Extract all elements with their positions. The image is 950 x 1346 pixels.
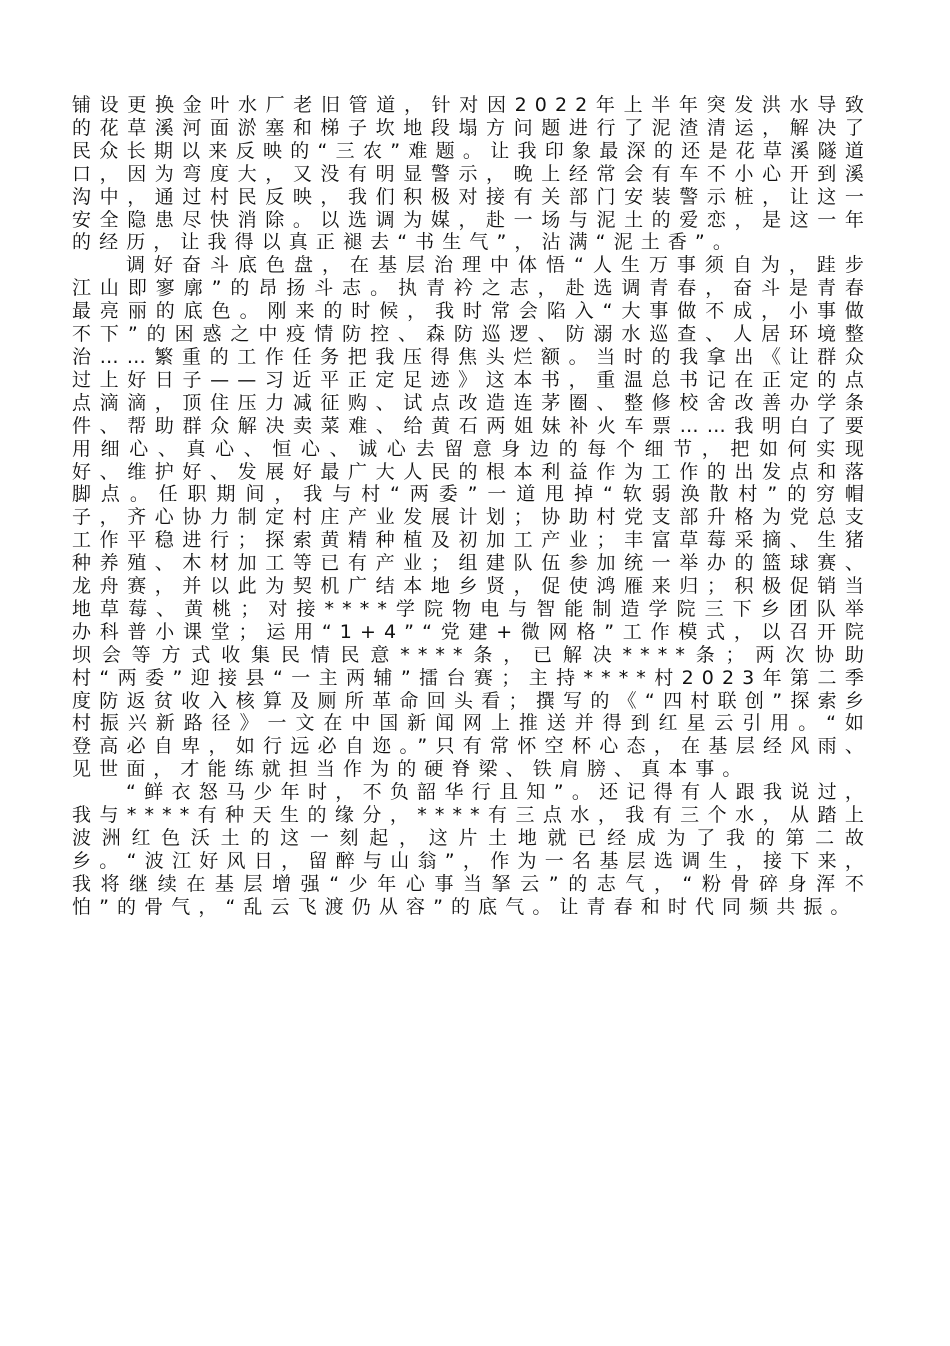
paragraph-1: 铺设更换金叶水厂老旧管道，针对因2022年上半年突发洪水导致的花草溪河面淤塞和梯子坎地段塌方问题进行了泥渣清运，解决了民众长期以来反映的“三农”难题。让我印象最深的还是花草溪隧道口，因为弯度大，又没有明显警示，晚上经常会有车不小心开到溪沟中，通过村民反映，我们积极对接有关部门安装警示桩，让这一安全隐患尽快消除。以选调为媒，赴一场与泥土的爱恋，是这一年的经历，让我得以真正褪去“书生气”，沾满“泥土香”。: [72, 94, 872, 254]
paragraph-2: 调好奋斗底色盘，在基层治理中体悟“人生万事须自为，跬步江山即寥廓”的昂扬斗志。执青衿之志，赴选调青春，奋斗是青春最亮丽的底色。刚来的时候，我时常会陷入“大事做不成，小事做不下”的困惑之中疫情防控、森防巡逻、防溺水巡查、人居环境整治……繁重的工作任务把我压得焦头烂额。当时的我拿出《让群众过上好日子——习近平正定足迹》这本书，重温总书记在正定的点点滴滴，顶住压力减征购、试点改造连茅圈、整修校舍改善办学条件、帮助群众解决卖菜难、给黄石两姐妹补火车票……我明白了要用细心、真心、恒心、诚心去留意身边的每个细节，把如何实现好、维护好、发展好最广大人民的根本利益作为工作的出发点和落脚点。任职期间，我与村“两委”一道甩掉“软弱涣散村”的穷帽子，齐心协力制定村庄产业发展计划；协助村党支部升格为党总支工作平稳进行；探索黄精种植及初加工产业；丰富草莓采摘、生猪种养殖、木材加工等已有产业；组建队伍参加统一举办的篮球赛、龙舟赛，并以此为契机广结本地乡贤，促使鸿雁来归；积极促销当地草莓、黄桃；对接****学院物电与智能制造学院三下乡团队举办科普小课堂；运用“1+4”“党建+微网格”工作模式，以召开院坝会等方式收集民情民意****条，已解决****条；两次协助村“两委”迎接县“一主两辅”擂台赛；主持****村2023年第二季度防返贫收入核算及厕所革命回头看；撰写的《“四村联创”探索乡村振兴新路径》一文在中国新闻网上推送并得到红星云引用。“如登高必自卑，如行远必自迩。”只有常怀空杯心态，在基层经风雨、见世面，才能练就担当作为的硬脊梁、铁肩膀、真本事。: [72, 254, 872, 781]
document-body: [72, 94, 872, 919]
paragraph-3: “鲜衣怒马少年时，不负韶华行且知”。还记得有人跟我说过，我与****有种天生的缘分，****有三点水，我有三个水，从踏上波洲红色沃土的这一刻起，这片土地就已经成为了我的第二故乡。“波江好风日，留醉与山翁”，作为一名基层选调生，接下来，我将继续在基层增强“少年心事当拏云”的志气，“粉骨碎身浑不怕”的骨气，“乱云飞渡仍从容”的底气。让青春和时代同频共振。: [72, 781, 872, 918]
